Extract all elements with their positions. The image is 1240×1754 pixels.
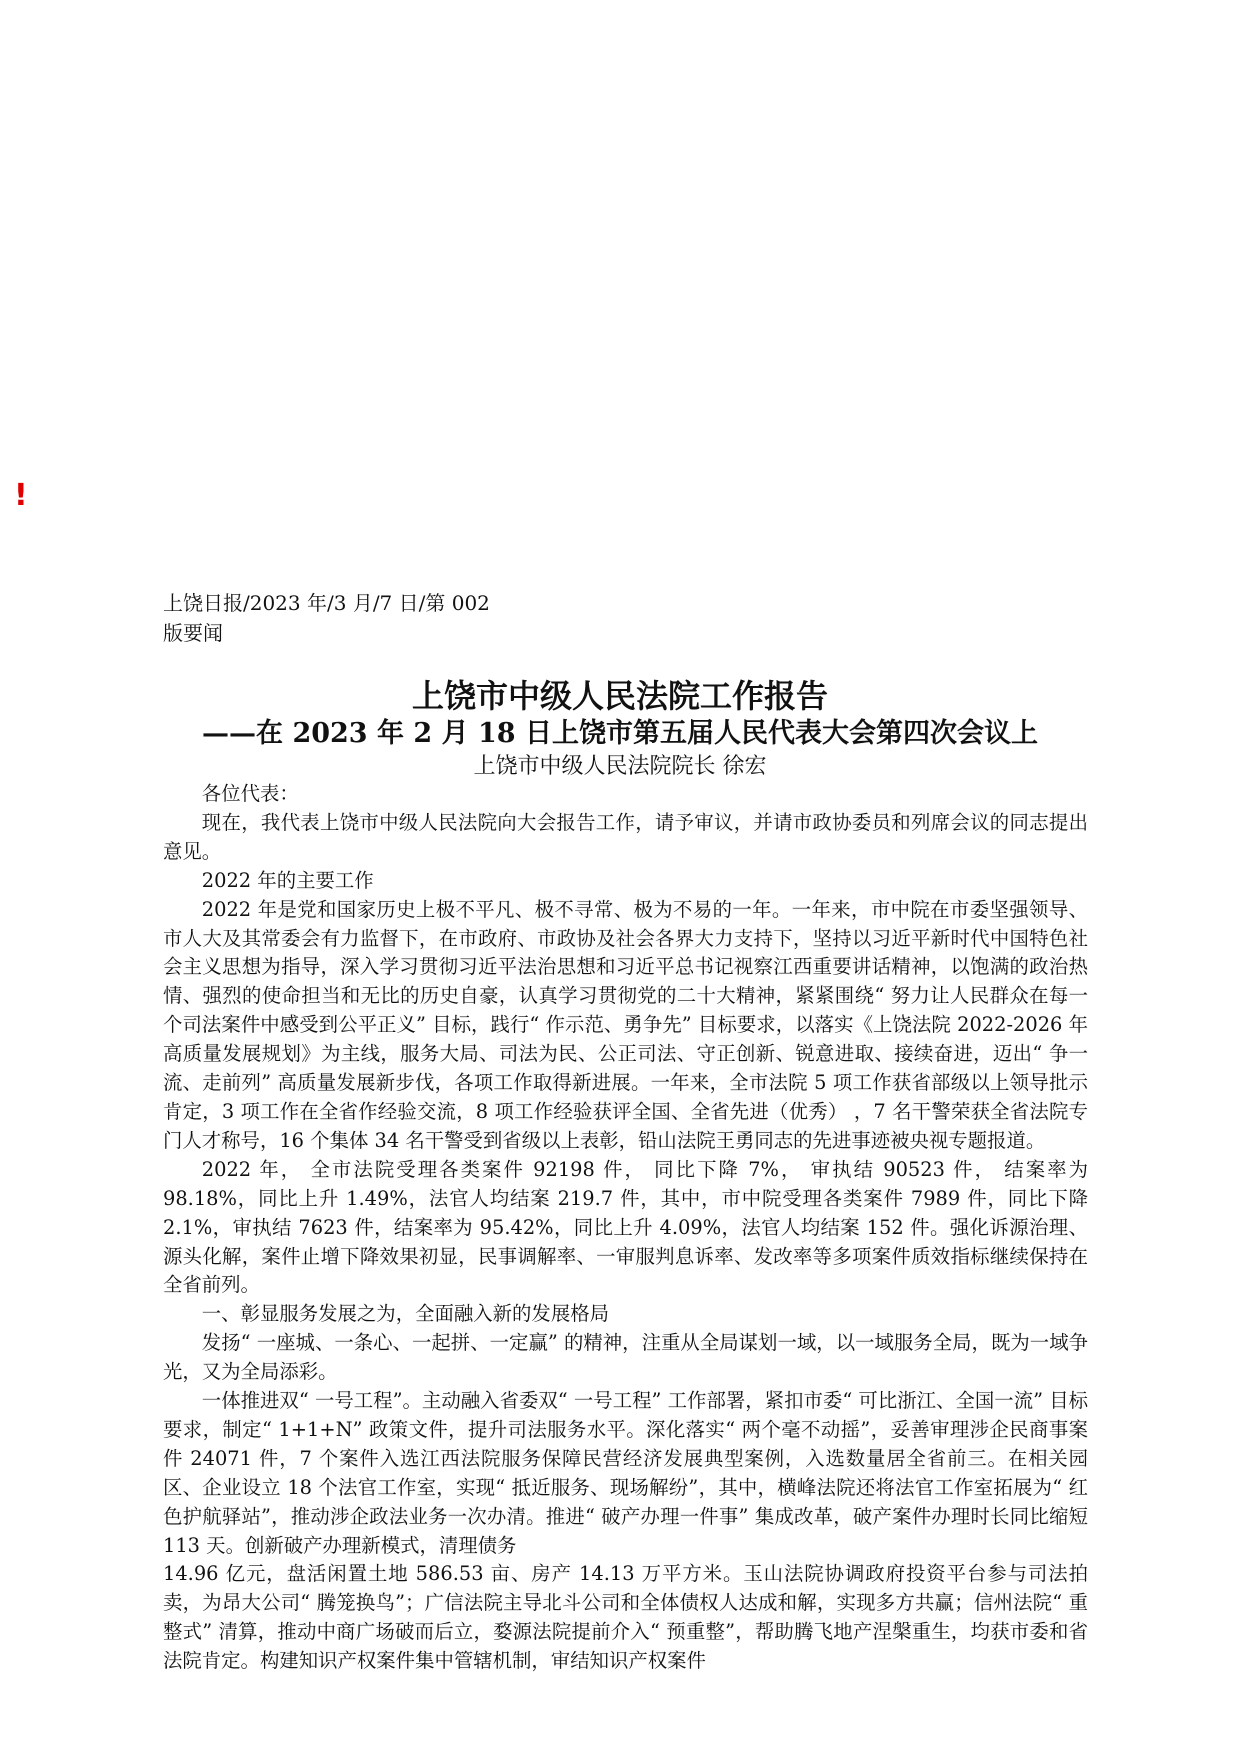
section-heading-2022: 2022 年的主要工作 <box>201 868 374 892</box>
paragraph-spirit: 发扬“ 一座城、一条心、一起拼、一定赢” 的精神，注重从全局谋划一域，以一域服务全局，既为一域争光，又为全局添彩。 <box>163 1331 1088 1384</box>
source-line <box>163 588 490 648</box>
red-exclamation-mark: ! <box>14 478 28 513</box>
report-subtitle: ——在 2023 年 2 月 18 日上饶市第五届人民代表大会第四次会议上 <box>202 718 1038 749</box>
paragraph-overview: 2022 年是党和国家历史上极不平凡、极不寻常、极为不易的一年。一年来，市中院在市委坚强领导、市人大及其常委会有力监督下，在市政府、市政协及社会各界大力支持下，坚持以习近平新时代中国特色社会主义思想为指导，深入学习贯彻习近平法治思想和习近平总书记视察江西重要讲话精神，以饱满的政治热情、强烈的使命担当和无比的历史自豪，认真学习贯彻党的二十大精神，紧紧围绕“ 努力让人民群众在每一个司法案件中感受到公平正义” 目标，践行“ 作示范、勇争先” 目标要求，以落实《上饶法院 2022-2026 年高质量发展规划》为主线，服务大局、司法为民、公正司法、守正创新、锐意进取、接续奋进，迈出“ 争一流、走前列” 高质量发展新步伐，各项工作取得新进展。一年来，全市法院 5 项工作获省部级以上领导批示肯定，3 项工作在全省作经验交流，8 项工作经验获评全国、全省先进（优秀） ，7 名干警荣获全省法院专门人才称号，16 个集体 34 名干警受到省级以上表彰，铅山法院王勇同志的先进事迹被央视专题报道。 <box>163 897 1088 1152</box>
report-title: 上饶市中级人民法院工作报告 <box>411 677 828 715</box>
section-heading-1: 一、彰显服务发展之为，全面融入新的发展格局 <box>201 1302 609 1326</box>
paragraph-intro: 现在，我代表上饶市中级人民法院向大会报告工作，请予审议，并请市政协委员和列席会议的同志提出意见。 <box>163 810 1088 863</box>
paragraph-statistics: 2022 年， 全市法院受理各类案件 92198 件， 同比下降 7%， 审执结 90523 件， 结案率为 98.18%，同比上升 1.49%，法官人均结案 219.7 件，其中，市中院受理各类案件 7989 件，同比下降 2.1%，审执结 7623 件，结案率为 95.42%，同比上升 4.09%，法官人均结案 152 件。强化诉源治理、源头化解，案件止增下降效果初显，民事调解率、一审服判息诉率、发改率等多项案件质效指标继续保持在全省前列。 <box>163 1157 1088 1297</box>
paragraph-continued: 14.96 亿元，盘活闲置土地 586.53 亩、房产 14.13 万平方米。玉山法院协调政府投资平台参与司法拍卖，为昂大公司“ 腾笼换鸟”；广信法院主导北斗公司和全体债权人达成和解，实现多方共赢；信州法院“ 重整式” 清算，推动中商广场破而后立，婺源法院提前介入“ 预重整”，帮助腾飞地产涅槃重生，均获市委和省法院肯定。构建知识产权案件集中管辖机制，审结知识产权案件 <box>163 1562 1088 1673</box>
paragraph-first-project: 一体推进双“ 一号工程”。主动融入省委双“ 一号工程” 工作部署，紧扣市委“ 可比浙江、全国一流” 目标要求，制定“ 1+1+N” 政策文件，提升司法服务水平。深化落实“ 两个毫不动摇”，妥善审理涉企民商事案件 24071 件，7 个案件入选江西法院服务保障民营经济发展典型案例，入选数量居全省前三。在相关园区、企业设立 18 个法官工作室，实现“ 抵近服务、现场解纷”，其中，横峰法院还将法官工作室拓展为“ 红色护航驿站”，推动涉企政法业务一次办清。推进“ 破产办理一件事” 集成改革，破产案件办理时长同比缩短 113 天。创新破产办理新模式，清理债务 <box>163 1389 1088 1557</box>
paragraph-salutation: 各位代表： <box>201 782 299 805</box>
source-line-2: 版要闻 <box>163 621 223 645</box>
report-author: 上饶市中级人民法院院长 徐宏 <box>473 754 767 779</box>
report-body <box>163 780 1088 1676</box>
source-line-1: 上饶日报/2023 年/3 月/7 日/第 002 <box>163 591 490 615</box>
